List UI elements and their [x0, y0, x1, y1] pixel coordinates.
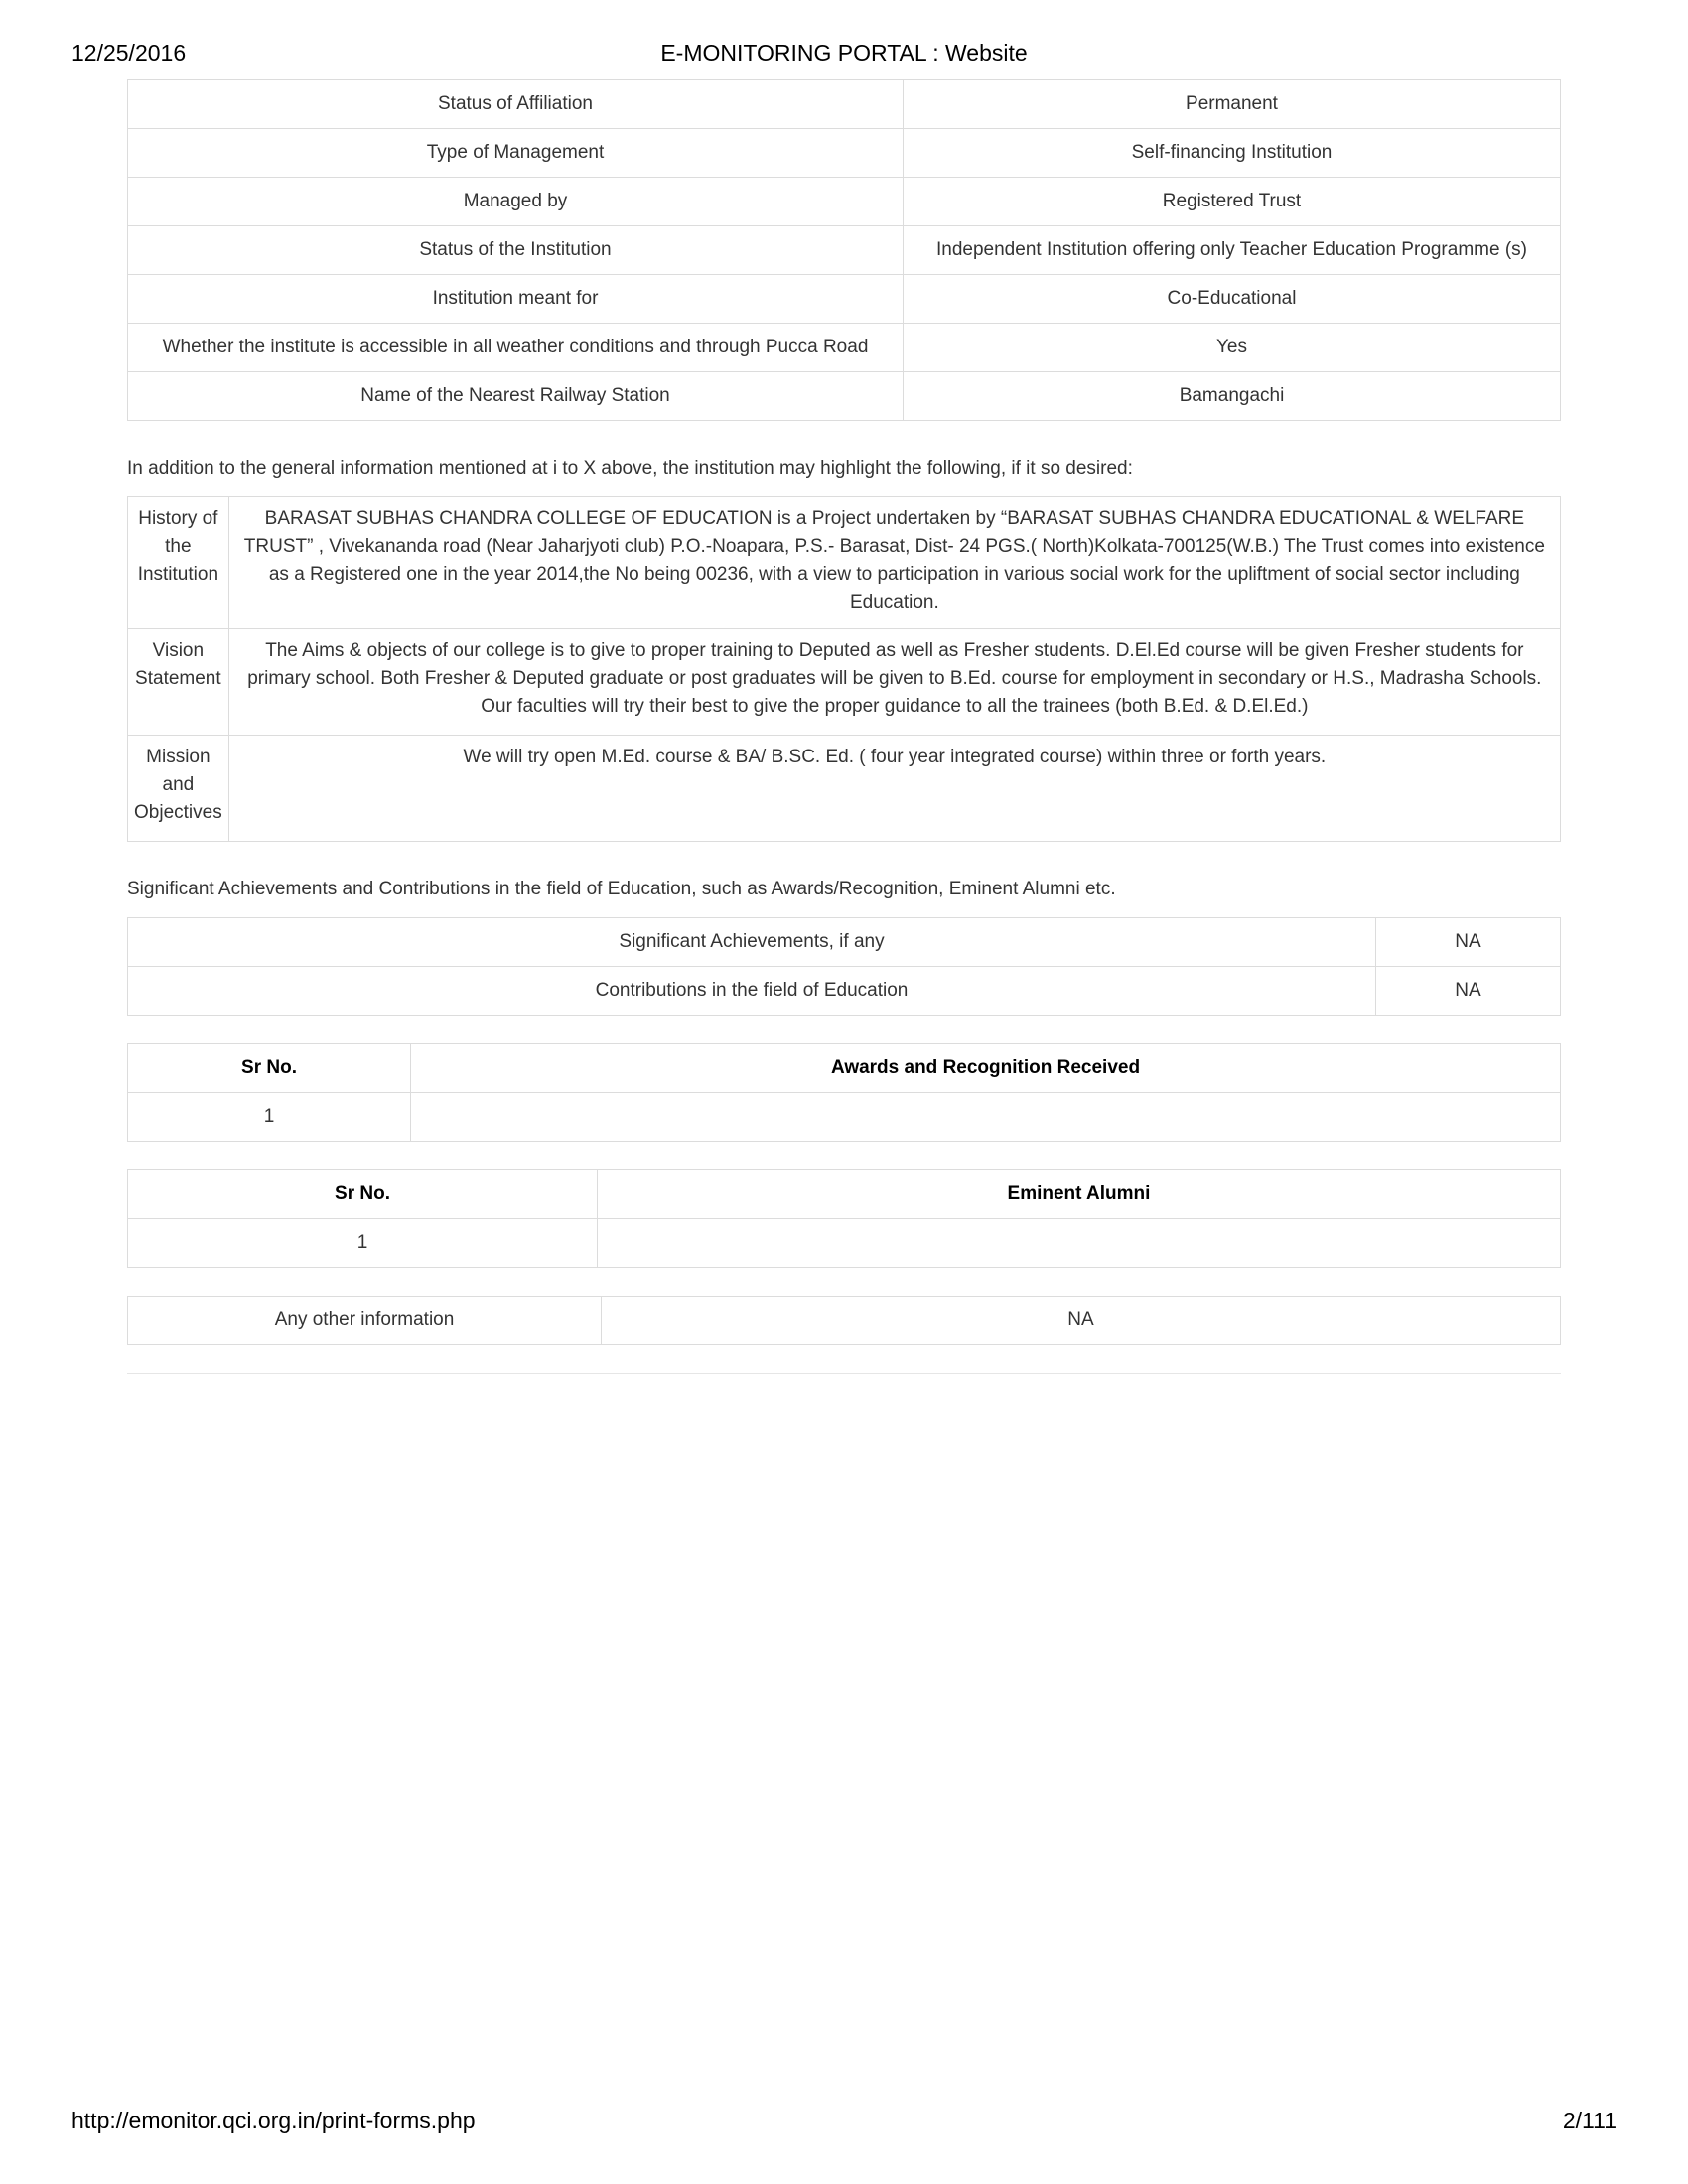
- row-value: NA: [1376, 967, 1561, 1016]
- mission-text: We will try open M.Ed. course & BA/ B.SC. Ed. ( four year integrated course) within three or forth years.: [228, 736, 1560, 842]
- divider: [127, 1373, 1561, 1374]
- table-row: [128, 324, 1561, 372]
- table-row: [128, 80, 1561, 129]
- row-sr: 1: [128, 1219, 598, 1268]
- row-value: NA: [602, 1297, 1561, 1345]
- row-label: Status of Affiliation: [128, 80, 904, 129]
- table-row: [128, 1093, 1561, 1142]
- table-row: [128, 918, 1561, 967]
- table-row: [128, 226, 1561, 275]
- awards-table: [127, 1043, 1561, 1142]
- row-label: Managed by: [128, 178, 904, 226]
- column-header-sr: Sr No.: [128, 1044, 411, 1093]
- highlight-intro: In addition to the general information mentioned at i to X above, the institution may highlight the following, if it so desired:: [127, 458, 1133, 478]
- general-info-table: [127, 79, 1561, 421]
- row-value: Permanent: [904, 80, 1561, 129]
- table-header-row: [128, 1044, 1561, 1093]
- achievements-table: [127, 917, 1561, 1016]
- row-award: [411, 1093, 1561, 1142]
- achievements-intro: Significant Achievements and Contributions in the field of Education, such as Awards/Recognition, Eminent Alumni etc.: [127, 879, 1116, 899]
- row-value: Bamangachi: [904, 372, 1561, 421]
- column-header-sr: Sr No.: [128, 1170, 598, 1219]
- table-row: [128, 736, 1561, 842]
- other-info-table: [127, 1296, 1561, 1345]
- table-row: [128, 1219, 1561, 1268]
- table-row: [128, 178, 1561, 226]
- print-date: 12/25/2016: [71, 40, 187, 66]
- row-label: Institution meant for: [128, 275, 904, 324]
- row-value: Self-financing Institution: [904, 129, 1561, 178]
- history-text: BARASAT SUBHAS CHANDRA COLLEGE OF EDUCATION is a Project undertaken by “BARASAT SUBHAS CHANDRA EDUCATIONAL & WELFARE TRUST” , Vivekananda road (Near Jaharjyoti club) P.O.-Noapara, P.S.- Barasat, Dist- 24 PGS.( North)Kolkata-700125(W.B.) The Trust comes into existence as a Registered one in the year 2014,the No being 00236, with a view to participation in various social work for the upliftment of social sector including Education.: [228, 497, 1560, 629]
- vision-text: The Aims & objects of our college is to give to proper training to Deputed as well as Fresher students. D.El.Ed course will be given Fresher students for primary school. Both Fresher & Deputed graduate or post graduates will be given to B.Ed. course for employment in secondary or H.S., Madrasha Schools. Our faculties will try their best to give the proper guidance to all the trainees (both B.Ed. & D.El.Ed.): [228, 629, 1560, 736]
- row-value: Yes: [904, 324, 1561, 372]
- row-label: Whether the institute is accessible in all weather conditions and through Pucca Road: [128, 324, 904, 372]
- row-label: Significant Achievements, if any: [128, 918, 1376, 967]
- form-content: [127, 79, 1561, 1374]
- table-header-row: [128, 1170, 1561, 1219]
- page-url: http://emonitor.qci.org.in/print-forms.php: [71, 2108, 476, 2133]
- row-alumni: [598, 1219, 1561, 1268]
- column-header-alumni: Eminent Alumni: [598, 1170, 1561, 1219]
- vision-label: Vision Statement: [128, 629, 229, 736]
- table-row: [128, 372, 1561, 421]
- row-label: Name of the Nearest Railway Station: [128, 372, 904, 421]
- page-number: 2/111: [1562, 2108, 1617, 2133]
- row-value: Registered Trust: [904, 178, 1561, 226]
- row-value: Co-Educational: [904, 275, 1561, 324]
- table-row: [128, 497, 1561, 629]
- row-label: Status of the Institution: [128, 226, 904, 275]
- row-sr: 1: [128, 1093, 411, 1142]
- row-label: Type of Management: [128, 129, 904, 178]
- history-label: History of the Institution: [128, 497, 229, 629]
- column-header-awards: Awards and Recognition Received: [411, 1044, 1561, 1093]
- table-row: [128, 967, 1561, 1016]
- row-label: Contributions in the field of Education: [128, 967, 1376, 1016]
- row-label: Any other information: [128, 1297, 602, 1345]
- table-row: [128, 629, 1561, 736]
- row-value: Independent Institution offering only Teacher Education Programme (s): [904, 226, 1561, 275]
- mission-label: Mission and Objectives: [128, 736, 229, 842]
- table-row: [128, 275, 1561, 324]
- page-title: E-MONITORING PORTAL : Website: [660, 40, 1028, 66]
- table-row: [128, 1297, 1561, 1345]
- table-row: [128, 129, 1561, 178]
- row-value: NA: [1376, 918, 1561, 967]
- alumni-table: [127, 1169, 1561, 1268]
- highlights-table: [127, 496, 1561, 842]
